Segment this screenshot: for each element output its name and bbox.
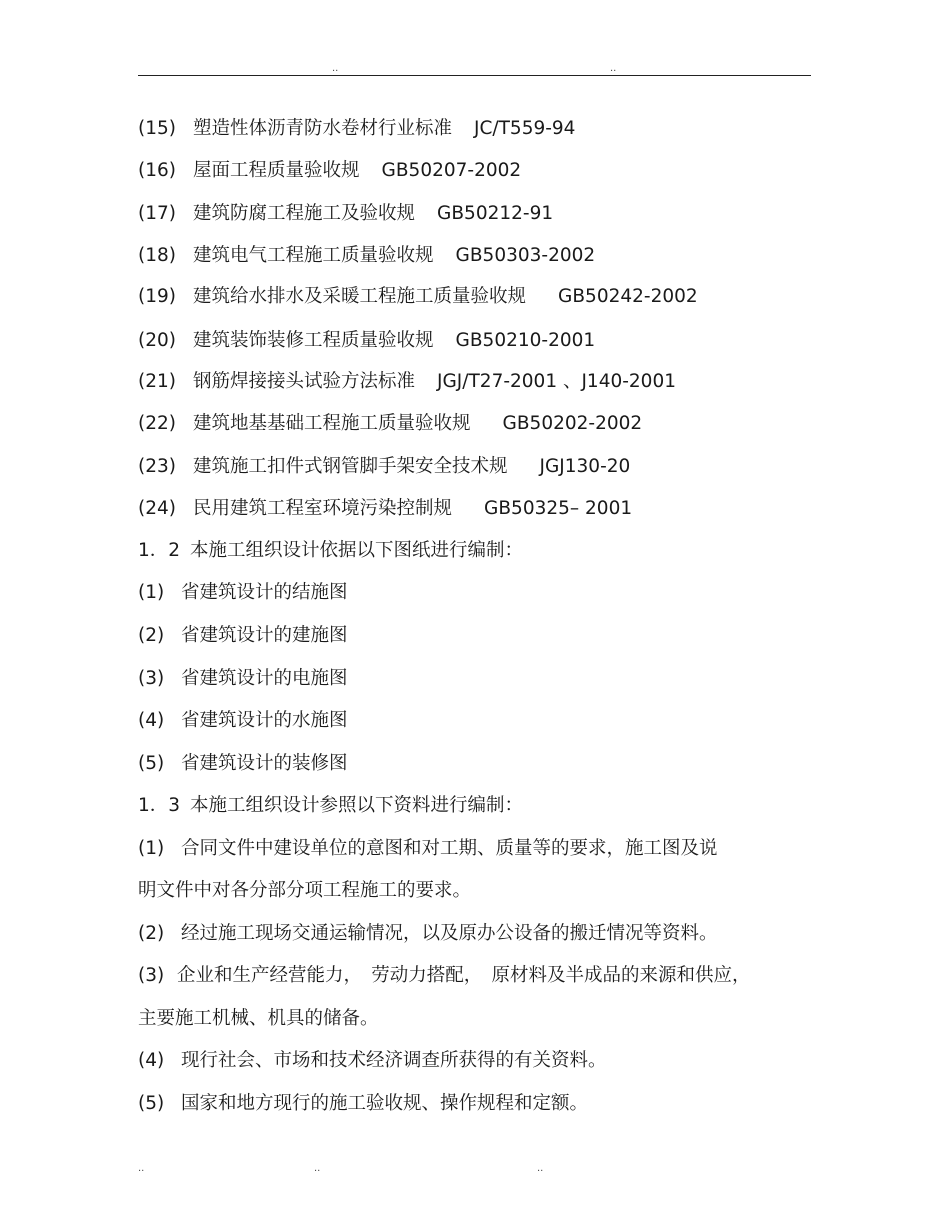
item-number: (20) (138, 330, 176, 351)
section-heading-text: 本施工组织设计依据以下图纸进行编制： (190, 540, 524, 561)
item-number: (17) (138, 203, 176, 224)
item-text: 省建筑设计的电施图 (181, 668, 348, 689)
standard-item (138, 497, 632, 521)
item-number: (1) (138, 838, 165, 859)
item-number: (3) (138, 965, 165, 986)
item-number: (22) (138, 413, 176, 434)
section-heading-text: 本施工组织设计参照以下资料进行编制： (190, 795, 524, 816)
item-number: (19) (138, 286, 176, 307)
drawing-item (138, 752, 348, 776)
standard-title: 建筑施工扣件式钢管脚手架安全技术规 (193, 456, 508, 477)
section-heading (138, 539, 523, 563)
item-number: (3) (138, 668, 165, 689)
standard-code: GB50212-91 (437, 203, 554, 224)
standard-code: GB50210-2001 (455, 330, 596, 351)
header-mark: .. (332, 63, 339, 74)
standard-item (138, 117, 575, 141)
item-number: (15) (138, 118, 176, 139)
reference-item (138, 1092, 588, 1116)
item-number: (1) (138, 582, 165, 603)
section-number: 1．3 (138, 795, 181, 816)
standard-code: GB50202-2002 (502, 413, 643, 434)
standard-code: GB50207-2002 (381, 160, 522, 181)
item-text: 明文件中对各分部分项工程施工的要求。 (138, 880, 472, 901)
standard-item (138, 285, 698, 309)
reference-item-continuation (138, 1007, 379, 1031)
item-number: (2) (138, 923, 165, 944)
item-number: (21) (138, 371, 176, 392)
header-mark: .. (610, 63, 617, 74)
standard-item (138, 329, 595, 353)
item-text: 省建筑设计的水施图 (181, 710, 348, 731)
drawing-item (138, 709, 348, 733)
footer-mark: .. (138, 1163, 145, 1174)
standard-item (138, 412, 642, 436)
item-text: 国家和地方现行的施工验收规、操作规程和定额。 (181, 1093, 589, 1114)
standard-title: 建筑电气工程施工质量验收规 (193, 245, 434, 266)
item-number: (23) (138, 456, 176, 477)
item-text: 现行社会、市场和技术经济调查所获得的有关资料。 (181, 1050, 607, 1071)
standard-code: GB50325– 2001 (484, 498, 633, 519)
standard-title: 建筑装饰装修工程质量验收规 (193, 330, 434, 351)
drawing-item (138, 667, 348, 691)
standard-title: 民用建筑工程室环境污染控制规 (193, 498, 453, 519)
item-text: 省建筑设计的建施图 (181, 625, 348, 646)
standard-title: 建筑地基基础工程施工质量验收规 (193, 413, 471, 434)
item-text: 省建筑设计的结施图 (181, 582, 348, 603)
standard-code: JC/T559-94 (474, 118, 576, 139)
item-number: (2) (138, 625, 165, 646)
section-number: 1．2 (138, 540, 181, 561)
section-heading (138, 794, 523, 818)
item-number: (4) (138, 1050, 165, 1071)
standard-item (138, 244, 595, 268)
standard-title: 塑造性体沥青防水卷材行业标准 (193, 118, 453, 139)
standard-item (138, 159, 521, 183)
item-text: 主要施工机械、机具的储备。 (138, 1008, 379, 1029)
item-text: 经过施工现场交通运输情况，以及原办公设备的搬迁情况等资料。 (181, 923, 718, 944)
standard-code: GB50303-2002 (455, 245, 596, 266)
standard-code: JGJ130-20 (539, 456, 631, 477)
drawing-item (138, 581, 348, 605)
reference-item (138, 964, 751, 988)
reference-item (138, 1049, 607, 1073)
item-number: (24) (138, 498, 176, 519)
item-number: (16) (138, 160, 176, 181)
standard-item (138, 202, 553, 226)
item-number: (18) (138, 245, 176, 266)
item-text: 省建筑设计的装修图 (181, 753, 348, 774)
item-number: (5) (138, 753, 165, 774)
standard-item (138, 370, 676, 394)
footer-mark: .. (537, 1163, 544, 1174)
standard-title: 建筑给水排水及采暖工程施工质量验收规 (193, 286, 527, 307)
reference-item-continuation (138, 879, 471, 903)
item-text: 合同文件中建设单位的意图和对工期、质量等的要求，施工图及说 (181, 838, 718, 859)
reference-item (138, 922, 718, 946)
standard-title: 钢筋焊接接头试验方法标准 (193, 371, 416, 392)
item-number: (5) (138, 1093, 165, 1114)
standard-title: 建筑防腐工程施工及验收规 (193, 203, 416, 224)
standard-title: 屋面工程质量验收规 (193, 160, 360, 181)
header-rule (138, 75, 811, 76)
footer-mark: .. (314, 1163, 321, 1174)
standard-code: GB50242-2002 (558, 286, 698, 307)
item-number: (4) (138, 710, 165, 731)
standard-item (138, 455, 630, 479)
reference-item (138, 837, 718, 861)
drawing-item (138, 624, 348, 648)
standard-code: JGJ/T27-2001 、J140-2001 (437, 371, 676, 392)
item-text: 企业和生产经营能力， 劳动力搭配， 原材料及半成品的来源和供应， (177, 965, 751, 986)
